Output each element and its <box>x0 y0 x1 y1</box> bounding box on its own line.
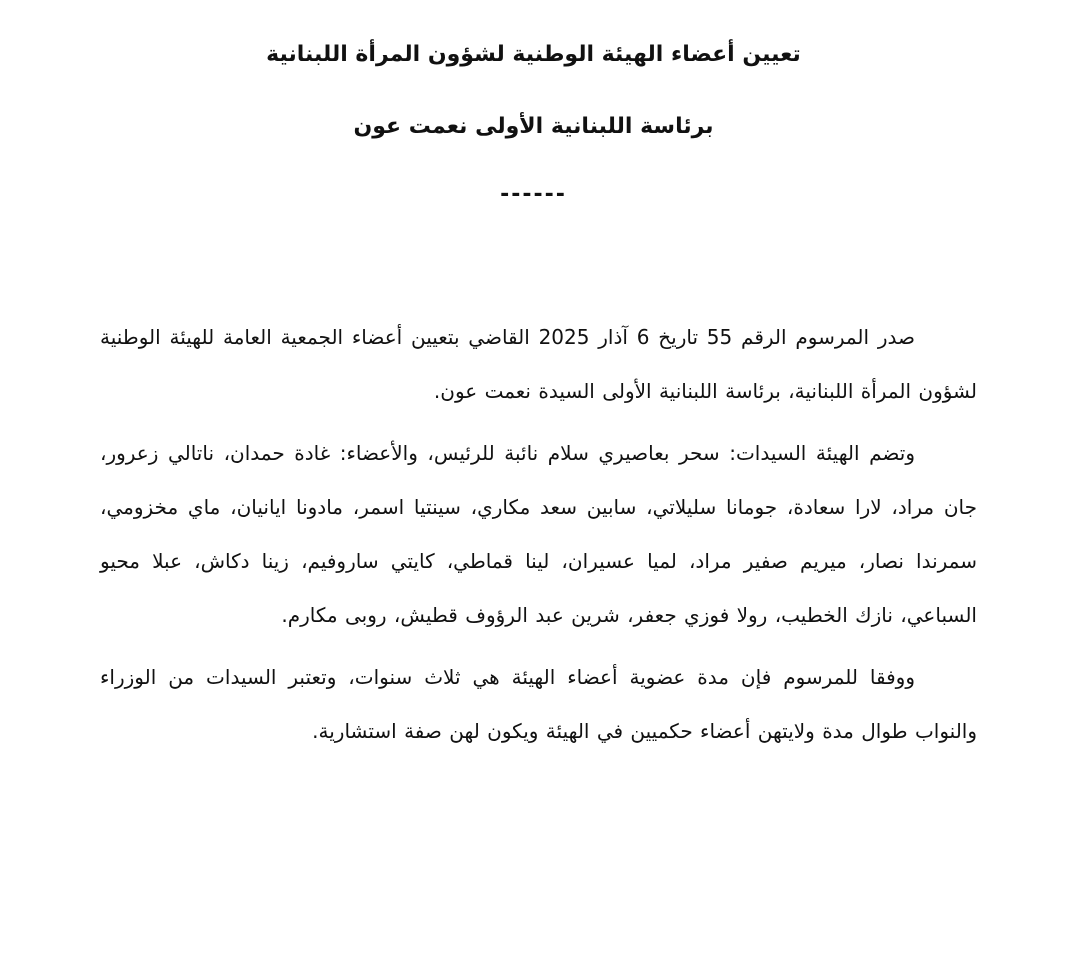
document-body <box>100 310 977 758</box>
paragraph-term: ووفقا للمرسوم فإن مدة عضوية أعضاء الهيئة هي ثلاث سنوات، وتعتبر السيدات من الوزراء والنواب طوال مدة ولايتهن أعضاء حكميين في الهيئة ويكون لهن صفة استشارية. <box>100 665 977 743</box>
document-subtitle: برئاسة اللبنانية الأولى نعمت عون <box>353 114 714 139</box>
paragraph-decree: صدر المرسوم الرقم 55 تاريخ 6 آذار 2025 القاضي بتعيين أعضاء الجمعية العامة للهيئة الوطنية لشؤون المرأة اللبنانية، برئاسة اللبنانية الأولى السيدة نعمت عون. <box>100 325 977 403</box>
title-separator: ------ <box>500 182 567 207</box>
paragraph-members: وتضم الهيئة السيدات: سحر بعاصيري سلام نائبة للرئيس، والأعضاء: غادة حمدان، ناتالي زعرور، جان مراد، لارا سعادة، جومانا سليلاتي، سابين سعد مكاري، سينتيا اسمر، مادونا ايانيان، ماي مخزومي، سمرندا نصار، ميريم صفير مراد، لميا عسيران، لينا قماطي، كايتي ساروفيم، زينا دكاش، عبلا محيو السباعي، نازك الخطيب، رولا فوزي جعفر، شرين عبد الرؤوف قطيش، روبى مكارم. <box>100 441 977 627</box>
document-title: تعيين أعضاء الهيئة الوطنية لشؤون المرأة اللبنانية <box>266 42 801 67</box>
